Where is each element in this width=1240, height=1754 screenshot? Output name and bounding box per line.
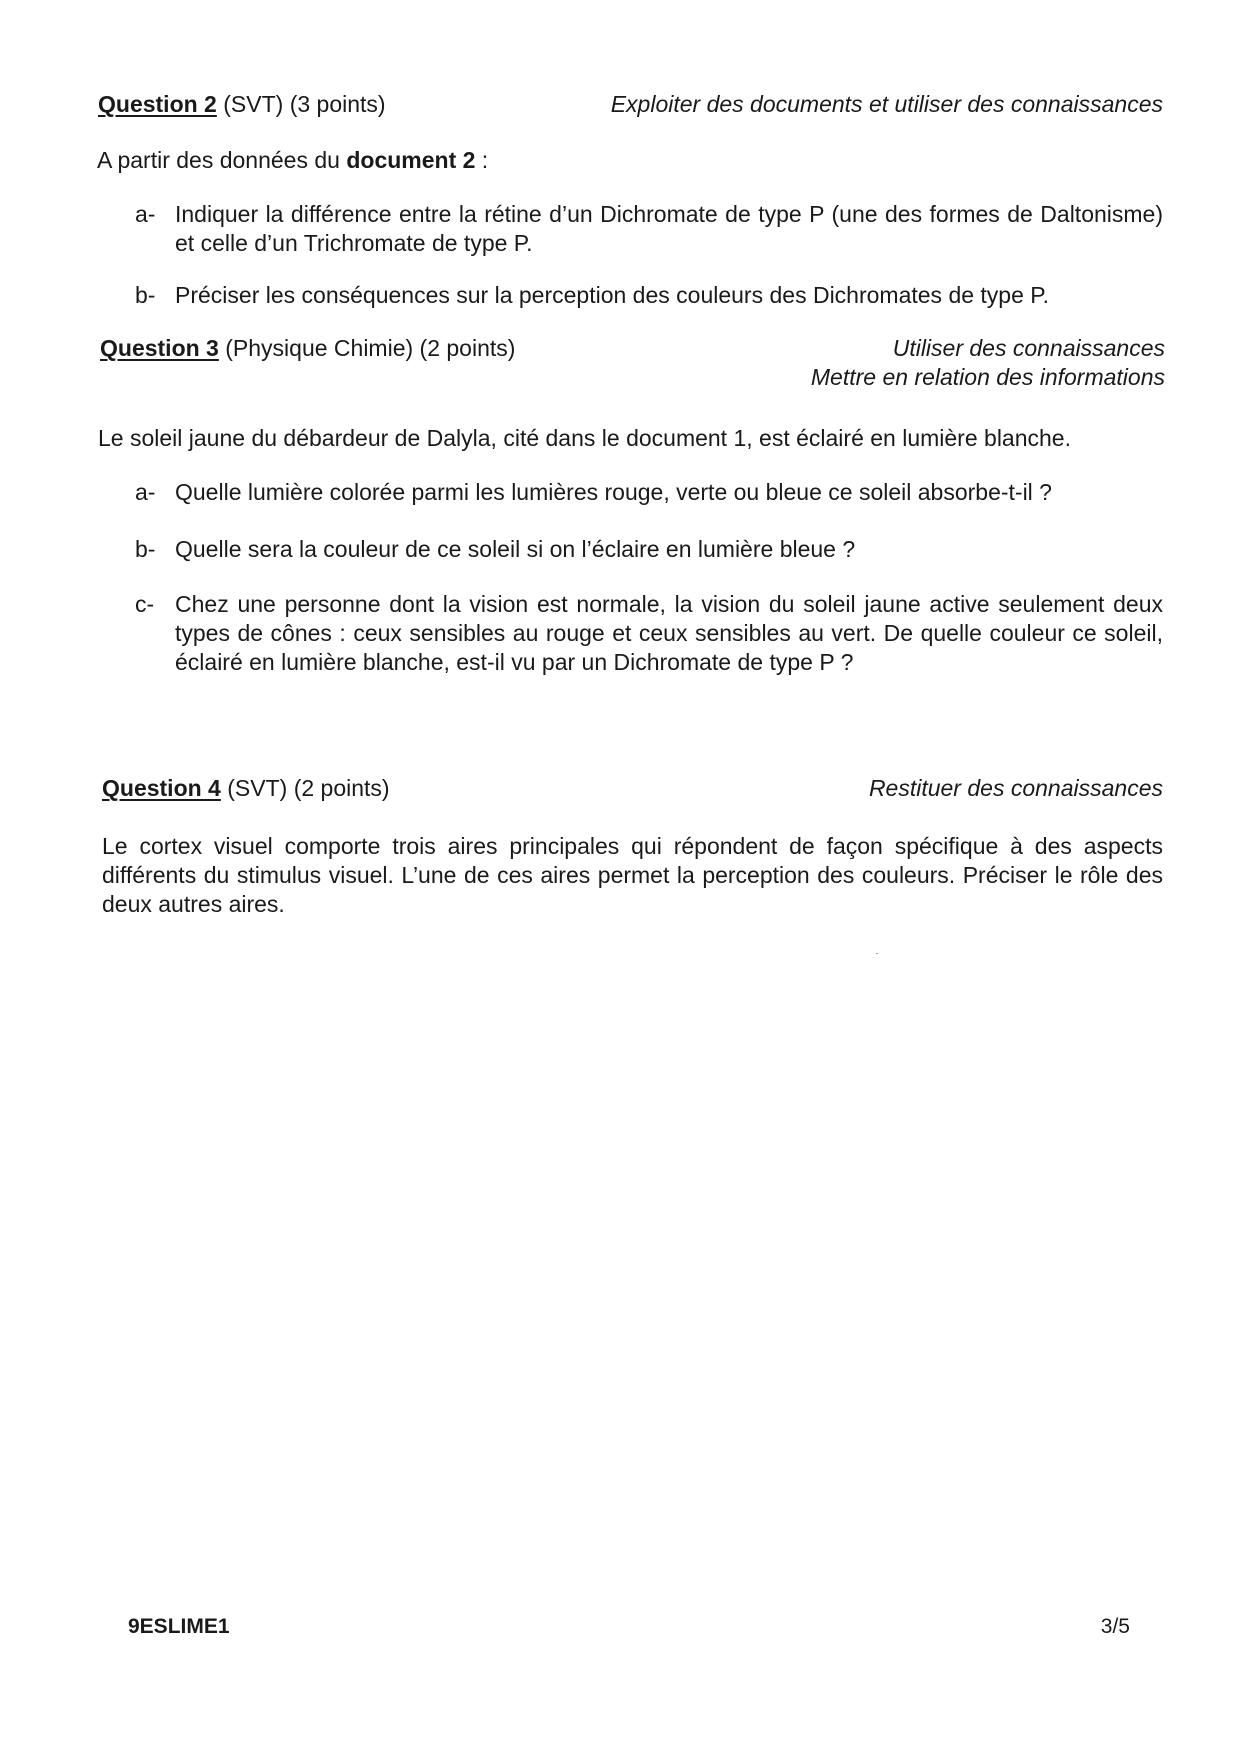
question-2-skill: Exploiter des documents et utiliser des connaissances bbox=[610, 91, 1163, 117]
question-3-label: Question 3 bbox=[100, 335, 219, 361]
question-2-header bbox=[98, 90, 1163, 119]
item-marker: a- bbox=[135, 479, 156, 505]
question-4-text: Le cortex visuel comporte trois aires principales qui répondent de façon spécifique à des aspects différents du stimulus visuel. L’une de ces aires permet la perception des couleurs. Préciser le rôle des deux autres aires. bbox=[102, 833, 1163, 917]
item-text: Quelle lumière colorée parmi les lumières rouge, verte ou bleue ce soleil absorbe-t-il ? bbox=[175, 479, 1052, 505]
item-text: Chez une personne dont la vision est normale, la vision du soleil jaune active seulement deux types de cônes : ceux sensibles au rouge et ceux sensibles au vert. De quelle couleur ce soleil, éclairé en lumière blanche, est-il vu par un Dichromate de type P ? bbox=[175, 591, 1163, 675]
question-3-item-b bbox=[135, 535, 1163, 564]
question-2-intro-post: : bbox=[475, 147, 489, 173]
item-marker: b- bbox=[135, 536, 156, 562]
question-4-skill: Restituer des connaissances bbox=[868, 775, 1163, 801]
question-4-label: Question 4 bbox=[102, 775, 221, 801]
scan-speck bbox=[876, 953, 878, 954]
item-marker: c- bbox=[135, 591, 155, 617]
question-4-meta: (SVT) (2 points) bbox=[220, 775, 390, 801]
question-2-intro bbox=[97, 146, 1162, 175]
question-2-intro-pre: A partir des données du bbox=[97, 147, 347, 173]
item-marker: a- bbox=[135, 201, 156, 227]
question-2-item-b bbox=[135, 281, 1163, 310]
item-text: Préciser les conséquences sur la perception des couleurs des Dichromates de type P. bbox=[175, 282, 1050, 308]
question-3-intro: Le soleil jaune du débardeur de Dalyla, cité dans le document 1, est éclairé en lumière blanche. bbox=[98, 425, 1071, 451]
question-3-skill-1: Utiliser des connaissances bbox=[892, 335, 1165, 361]
question-3-header bbox=[100, 334, 1165, 390]
question-2-meta: (SVT) (3 points) bbox=[216, 91, 386, 117]
question-2-intro-bold: document 2 bbox=[346, 147, 476, 173]
question-4-header bbox=[102, 774, 1163, 803]
item-text: Indiquer la différence entre la rétine d’un Dichromate de type P (une des formes de Daltonisme) et celle d’un Trichromate de type P. bbox=[175, 201, 1163, 256]
question-3-meta: (Physique Chimie) (2 points) bbox=[218, 335, 516, 361]
question-2-label: Question 2 bbox=[98, 91, 217, 117]
question-3-skill-2: Mettre en relation des informations bbox=[810, 364, 1165, 390]
question-3-item-c bbox=[135, 590, 1163, 677]
page-number: 3/5 bbox=[1100, 1615, 1130, 1638]
question-3-item-a bbox=[135, 478, 1163, 507]
question-2-item-a bbox=[135, 200, 1163, 258]
item-text: Quelle sera la couleur de ce soleil si on l’éclaire en lumière bleue ? bbox=[175, 536, 856, 562]
item-marker: b- bbox=[135, 282, 156, 308]
document-code: 9ESLIME1 bbox=[128, 1615, 230, 1638]
